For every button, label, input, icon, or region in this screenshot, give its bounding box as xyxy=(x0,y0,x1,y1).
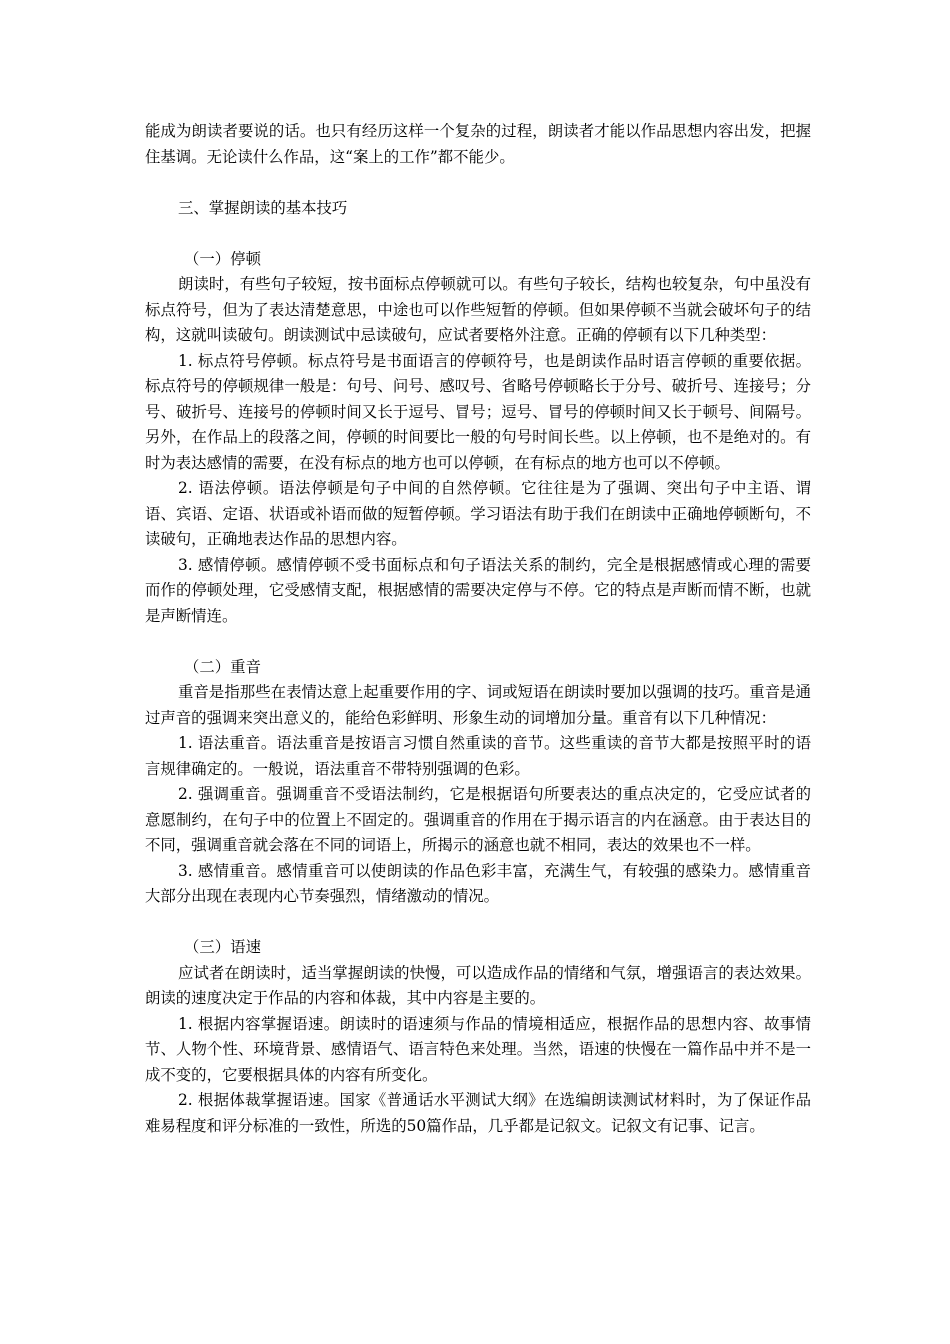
intro-paragraph: 能成为朗读者要说的话。也只有经历这样一个复杂的过程，朗读者才能以作品思想内容出发，把握住基调。无论读什么作品，这“案上的工作”都不能少。 xyxy=(145,122,811,166)
pause-item-1: 1. 标点符号停顿。标点符号是书面语言的停顿符号，也是朗读作品时语言停顿的重要依据。标点符号的停顿规律一般是：句号、问号、感叹号、省略号停顿略长于分号、破折号、连接号；分号、破折号、连接号的停顿时间又长于逗号、冒号；逗号、冒号的停顿时间又长于顿号、间隔号。另外，在作品上的段落之间，停顿的时间要比一般的句号时间长些。以上停顿，也不是绝对的。有时为表达感情的需要，在没有标点的地方也可以停顿，在有标点的地方也可以不停顿。 xyxy=(145,351,811,472)
pause-item-3: 3. 感情停顿。感情停顿不受书面标点和句子语法关系的制约，完全是根据感情或心理的需要而作的停顿处理，它受感情支配，根据感情的需要决定停与不停。它的特点是声断而情不断，也就是声断情连。 xyxy=(145,555,811,625)
stress-item-2: 2. 强调重音。强调重音不受语法制约，它是根据语句所要表达的重点决定的，它受应试者的意愿制约，在句子中的位置上不固定的。强调重音的作用在于揭示语言的内在涵意。由于表达目的不同，强调重音就会落在不同的词语上，所揭示的涵意也就不相同，表达的效果也不一样。 xyxy=(145,785,811,854)
spacer xyxy=(145,221,811,247)
spacer xyxy=(145,170,811,196)
subsection-intro-stress: 重音是指那些在表情达意上起重要作用的字、词或短语在朗读时要加以强调的技巧。重音是通过声音的强调来突出意义的，能给色彩鲜明、形象生动的词增加分量。重音有以下几种情况： xyxy=(145,683,811,727)
stress-item-3: 3. 感情重音。感情重音可以使朗读的作品色彩丰富，充满生气，有较强的感染力。感情重音大部分出现在表现内心节奏强烈，情绪激动的情况。 xyxy=(145,861,811,905)
subsection-intro-pause: 朗读时，有些句子较短，按书面标点停顿就可以。有些句子较长，结构也较复杂，句中虽没有标点符号，但为了表达清楚意思，中途也可以作些短暂的停顿。但如果停顿不当就会破坏句子的结构，这就叫读破句。朗读测试中忌读破句，应试者要格外注意。正确的停顿有以下几种类型： xyxy=(145,275,811,344)
speed-item-1: 1. 根据内容掌握语速。朗读时的语速须与作品的情境相适应，根据作品的思想内容、故事情节、人物个性、环境背景、感情语气、语言特色来处理。当然，语速的快慢在一篇作品中并不是一成不变的，它要根据具体的内容有所变化。 xyxy=(145,1014,811,1084)
pause-item-2: 2. 语法停顿。语法停顿是句子中间的自然停顿。它往往是为了强调、突出句子中主语、谓语、宾语、定语、状语或补语而做的短暂停顿。学习语法有助于我们在朗读中正确地停顿断句，不读破句，正确地表达作品的思想内容。 xyxy=(145,479,811,548)
subsection-title-pause: （一）停顿 xyxy=(184,249,261,268)
speed-item-2: 2. 根据体裁掌握语速。国家《普通话水平测试大纲》在选编朗读测试材料时，为了保证作品难易程度和评分标准的一致性，所选的50篇作品，几乎都是记叙文。记叙文有记事、记言。 xyxy=(145,1091,811,1135)
subsection-title-speed: （三）语速 xyxy=(184,938,261,956)
spacer xyxy=(145,629,811,655)
stress-item-1: 1. 语法重音。语法重音是按语言习惯自然重读的音节。这些重读的音节大都是按照平时的语言规律确定的。一般说，语法重音不带特别强调的色彩。 xyxy=(145,734,811,778)
subsection-intro-speed: 应试者在朗读时，适当掌握朗读的快慢，可以造成作品的情绪和气氛，增强语言的表达效果。朗读的速度决定于作品的内容和体裁，其中内容是主要的。 xyxy=(145,963,811,1007)
section-title: 三、掌握朗读的基本技巧 xyxy=(178,198,348,217)
subsection-title-stress: （二）重音 xyxy=(184,657,261,676)
document-page xyxy=(145,119,811,1139)
spacer xyxy=(145,910,811,936)
